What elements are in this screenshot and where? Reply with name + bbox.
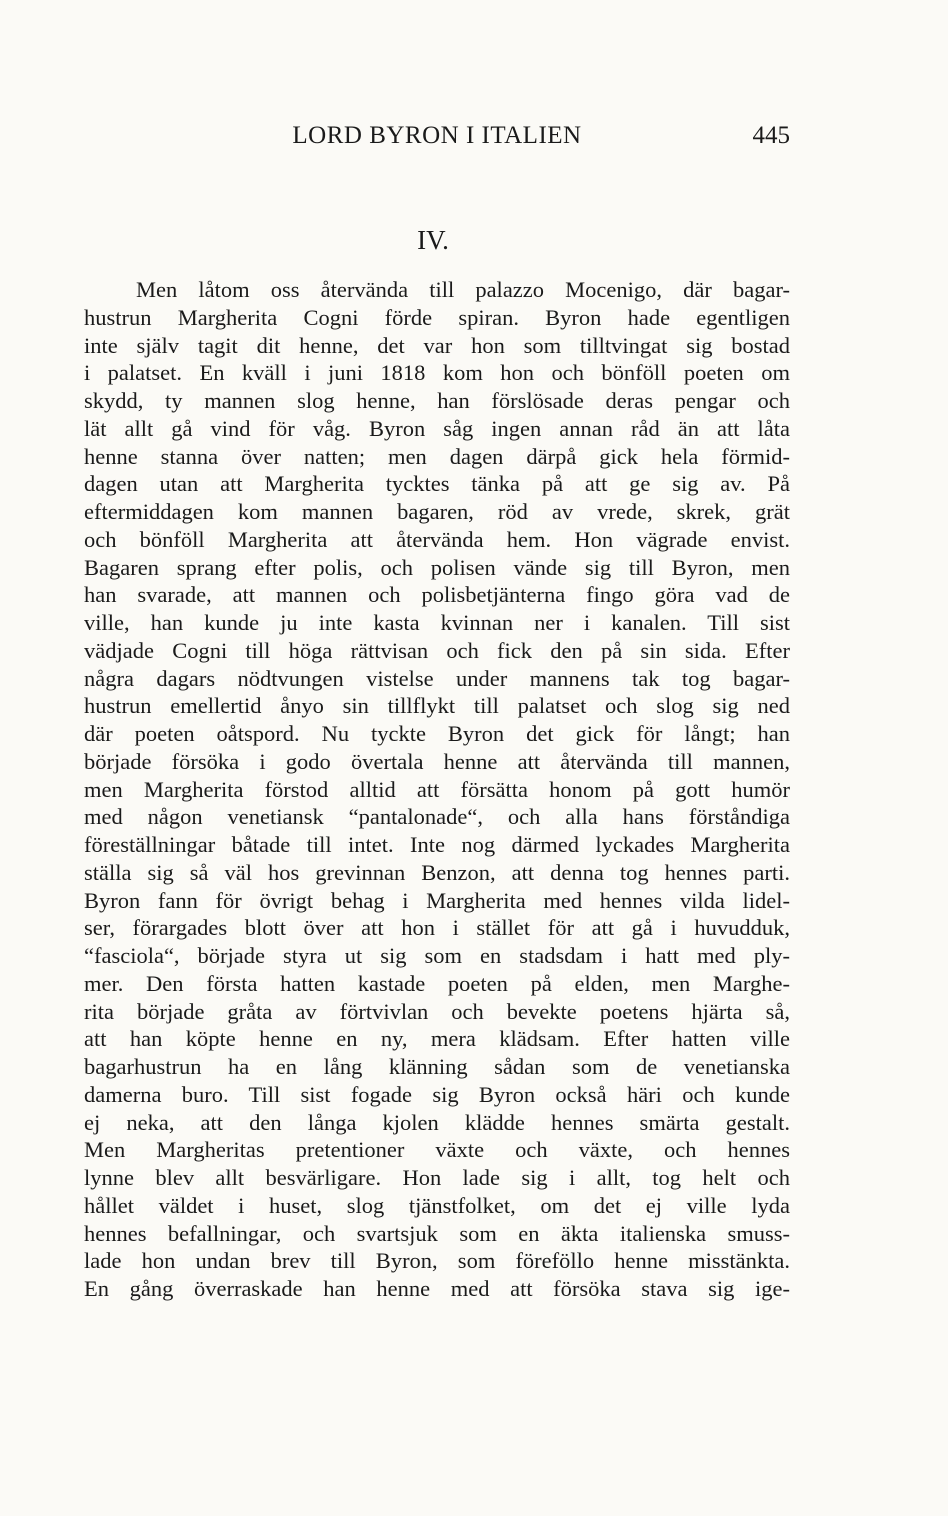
text-line: lynne blev allt besvärligare. Hon lade sig i allt, tog helt och bbox=[84, 1165, 790, 1190]
body-text bbox=[84, 276, 790, 1303]
text-line: började försöka i godo övertala henne att återvända till mannen, bbox=[84, 748, 790, 774]
text-line: hennes befallningar, och svartsjuk som en äkta italienska smuss- bbox=[84, 1220, 790, 1246]
text-line: inte själv tagit dit henne, det var hon som tilltvingat sig bostad bbox=[84, 332, 790, 358]
text-line: några dagars nödtvungen vistelse under mannens tak tog bagar- bbox=[84, 665, 790, 691]
text-line: men Margherita förstod alltid att försätta honom på gott humör bbox=[84, 776, 790, 802]
text-line: “fasciola“, började styra ut sig som en stadsdam i hatt med ply- bbox=[84, 943, 790, 968]
text-line: ser, förargades blott över att hon i stället för att gå i huvudduk, bbox=[84, 915, 790, 941]
text-line: En gång överraskade han henne med att försöka stava sig ige- bbox=[84, 1276, 790, 1301]
text-line: henne stanna över natten; men dagen därpå gick hela förmid- bbox=[84, 443, 790, 469]
text-line: dagen utan att Margherita tycktes tänka på att ge sig av. På bbox=[84, 471, 790, 497]
text-line: föreställningar båtade till intet. Inte nog därmed lyckades Margherita bbox=[84, 832, 790, 857]
text-line: skydd, ty mannen slog henne, han förslösade deras pengar och bbox=[84, 388, 790, 413]
section-heading: IV. bbox=[417, 225, 449, 255]
text-line: bagarhustrun ha en lång klänning sådan som de venetianska bbox=[84, 1054, 790, 1079]
page-number: 445 bbox=[752, 122, 790, 149]
text-line: hustrun emellertid ånyo sin tillflykt till palatset och slog sig ned bbox=[84, 693, 790, 719]
text-line: Byron fann för övrigt behag i Margherita med hennes vilda lidel- bbox=[84, 887, 790, 913]
text-line: damerna buro. Till sist fogade sig Byron också häri och kunde bbox=[84, 1081, 790, 1107]
text-line: Men låtom oss återvända till palazzo Mocenigo, där bagar- bbox=[136, 277, 790, 302]
text-line: lade hon undan brev till Byron, som föreföllo henne misstänkta. bbox=[84, 1248, 790, 1274]
text-line: mer. Den första hatten kastade poeten på elden, men Marghe- bbox=[84, 970, 790, 996]
text-line: att han köpte henne en ny, mera klädsam. Efter hatten ville bbox=[84, 1026, 790, 1052]
text-line: vädjade Cogni till höga rättvisan och fick den på sin sida. Efter bbox=[84, 637, 790, 663]
text-line: eftermiddagen kom mannen bagaren, röd av vrede, skrek, grät bbox=[84, 499, 790, 524]
text-line: och bönföll Margherita att återvända hem. Hon vägrade envist. bbox=[84, 526, 790, 552]
text-line: ställa sig så väl hos grevinnan Benzon, att denna tog hennes parti. bbox=[84, 859, 790, 885]
text-line: lät allt gå vind för våg. Byron såg ingen annan råd än att låta bbox=[84, 415, 790, 441]
text-line: i palatset. En kväll i juni 1818 kom hon och bönföll poeten om bbox=[84, 360, 790, 386]
text-line: rita började gråta av förtvivlan och bevekte poetens hjärta så, bbox=[84, 998, 790, 1024]
running-head bbox=[84, 118, 790, 154]
text-line: med någon venetiansk “pantalonade“, och alla hans förståndiga bbox=[84, 804, 790, 830]
text-line: ej neka, att den långa kjolen klädde hennes smärta gestalt. bbox=[84, 1109, 790, 1135]
text-line: hållet väldet i huset, slog tjänstfolket, om det ej ville lyda bbox=[84, 1192, 790, 1218]
text-line: Bagaren sprang efter polis, och polisen vände sig till Byron, men bbox=[84, 554, 790, 580]
text-line: hustrun Margherita Cogni förde spiran. Byron hade egentligen bbox=[84, 304, 790, 330]
text-line: han svarade, att mannen och polisbetjänterna fingo göra vad de bbox=[84, 582, 790, 608]
text-line: Men Margheritas pretentioner växte och växte, och hennes bbox=[84, 1137, 790, 1163]
text-line: där poeten oåtspord. Nu tyckte Byron det gick för långt; han bbox=[84, 721, 790, 746]
running-title: LORD BYRON I ITALIEN bbox=[292, 122, 582, 149]
text-line: ville, han kunde ju inte kasta kvinnan ner i kanalen. Till sist bbox=[84, 610, 790, 635]
